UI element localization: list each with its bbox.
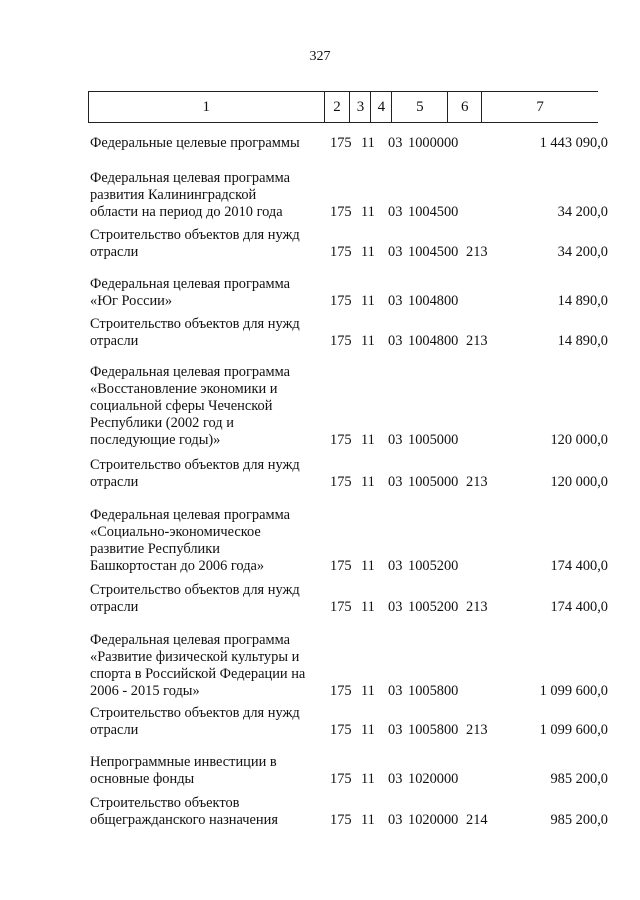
row-cell-c2: 175 bbox=[330, 771, 352, 787]
row-cell-c5: 1004500 bbox=[408, 244, 459, 260]
row-name-line: Федеральные целевые программы bbox=[90, 135, 300, 151]
row-name bbox=[90, 795, 322, 829]
row-cell-c5: 1005000 bbox=[408, 432, 459, 448]
row-cell-c3: 11 bbox=[361, 432, 375, 448]
row-cell-c2: 175 bbox=[330, 812, 352, 828]
row-cell-c2: 175 bbox=[330, 204, 352, 220]
row-cell-c2: 175 bbox=[330, 432, 352, 448]
row-cell-c6: 214 bbox=[466, 812, 488, 828]
row-cell-c3: 11 bbox=[361, 293, 375, 309]
row-cell-c2: 175 bbox=[330, 244, 352, 260]
row-name bbox=[90, 170, 322, 221]
row-cell-c7: 14 890,0 bbox=[557, 293, 608, 309]
row-name-line: «Развитие физической культуры и bbox=[90, 649, 300, 665]
header-col-4: 4 bbox=[371, 92, 392, 122]
row-name-line: развитие Республики bbox=[90, 541, 220, 557]
row-cell-c4: 03 bbox=[388, 771, 403, 787]
row-name-line: развития Калининградской bbox=[90, 187, 257, 203]
row-cell-c7: 985 200,0 bbox=[550, 812, 608, 828]
row-cell-c5: 1005200 bbox=[408, 599, 459, 615]
row-cell-c7: 1 099 600,0 bbox=[539, 722, 608, 738]
row-cell-c4: 03 bbox=[388, 333, 403, 349]
row-cell-c5: 1005800 bbox=[408, 722, 459, 738]
row-cell-c7: 34 200,0 bbox=[557, 244, 608, 260]
row-cell-c2: 175 bbox=[330, 135, 352, 151]
header-col-6: 6 bbox=[448, 92, 482, 122]
row-name-line: Федеральная целевая программа bbox=[90, 632, 290, 648]
row-name bbox=[90, 316, 322, 350]
row-cell-c3: 11 bbox=[361, 722, 375, 738]
row-cell-c2: 175 bbox=[330, 293, 352, 309]
row-cell-c2: 175 bbox=[330, 558, 352, 574]
row-cell-c5: 1005000 bbox=[408, 474, 459, 490]
row-name bbox=[90, 754, 322, 788]
row-name-line: Строительство объектов для нужд bbox=[90, 582, 300, 598]
row-name bbox=[90, 632, 322, 700]
row-cell-c4: 03 bbox=[388, 204, 403, 220]
row-name-line: Непрограммные инвестиции в bbox=[90, 754, 277, 770]
row-cell-c5: 1004800 bbox=[408, 333, 459, 349]
row-name-line: общегражданского назначения bbox=[90, 812, 278, 828]
row-name-line: Башкортостан до 2006 года» bbox=[90, 558, 265, 574]
row-cell-c6: 213 bbox=[466, 474, 488, 490]
header-col-1: 1 bbox=[89, 92, 325, 122]
row-name-line: Федеральная целевая программа bbox=[90, 276, 290, 292]
row-cell-c7: 120 000,0 bbox=[550, 432, 608, 448]
header-col-3: 3 bbox=[350, 92, 371, 122]
row-name-line: Федеральная целевая программа bbox=[90, 507, 290, 523]
row-cell-c7: 174 400,0 bbox=[550, 558, 608, 574]
row-name bbox=[90, 364, 322, 449]
row-cell-c3: 11 bbox=[361, 135, 375, 151]
row-name-line: отрасли bbox=[90, 474, 139, 490]
row-cell-c6: 213 bbox=[466, 722, 488, 738]
row-name-line: спорта в Российской Федерации на bbox=[90, 666, 306, 682]
row-name-line: социальной сферы Чеченской bbox=[90, 398, 273, 414]
row-cell-c3: 11 bbox=[361, 599, 375, 615]
row-cell-c3: 11 bbox=[361, 683, 375, 699]
row-name bbox=[90, 582, 322, 616]
row-name-line: области на период до 2010 года bbox=[90, 204, 283, 220]
row-cell-c2: 175 bbox=[330, 683, 352, 699]
row-cell-c4: 03 bbox=[388, 558, 403, 574]
row-name-line: «Юг России» bbox=[90, 293, 173, 309]
row-name bbox=[90, 227, 322, 261]
row-name-line: «Социально-экономическое bbox=[90, 524, 261, 540]
row-name-line: Строительство объектов для нужд bbox=[90, 705, 300, 721]
row-name-line: отрасли bbox=[90, 333, 139, 349]
header-col-2: 2 bbox=[325, 92, 351, 122]
row-cell-c7: 985 200,0 bbox=[550, 771, 608, 787]
row-cell-c3: 11 bbox=[361, 812, 375, 828]
row-name-line: Строительство объектов bbox=[90, 795, 240, 811]
row-name-line: последующие годы)» bbox=[90, 432, 221, 448]
row-cell-c4: 03 bbox=[388, 244, 403, 260]
row-name-line: Республики (2002 год и bbox=[90, 415, 234, 431]
row-name-line: Федеральная целевая программа bbox=[90, 364, 290, 380]
row-name-line: основные фонды bbox=[90, 771, 195, 787]
row-cell-c6: 213 bbox=[466, 244, 488, 260]
row-cell-c4: 03 bbox=[388, 683, 403, 699]
row-name bbox=[90, 276, 322, 310]
row-cell-c4: 03 bbox=[388, 135, 403, 151]
row-cell-c4: 03 bbox=[388, 722, 403, 738]
page-number: 327 bbox=[309, 49, 331, 64]
row-name bbox=[90, 135, 322, 152]
row-cell-c4: 03 bbox=[388, 474, 403, 490]
row-name-line: отрасли bbox=[90, 599, 139, 615]
row-name-line: отрасли bbox=[90, 244, 139, 260]
row-cell-c3: 11 bbox=[361, 558, 375, 574]
row-cell-c2: 175 bbox=[330, 474, 352, 490]
row-cell-c5: 1000000 bbox=[408, 135, 459, 151]
row-name-line: отрасли bbox=[90, 722, 139, 738]
row-cell-c3: 11 bbox=[361, 204, 375, 220]
row-cell-c4: 03 bbox=[388, 599, 403, 615]
row-cell-c4: 03 bbox=[388, 432, 403, 448]
row-cell-c2: 175 bbox=[330, 599, 352, 615]
row-cell-c3: 11 bbox=[361, 474, 375, 490]
header-col-7: 7 bbox=[536, 98, 544, 115]
row-cell-c5: 1020000 bbox=[408, 771, 459, 787]
row-name-line: Федеральная целевая программа bbox=[90, 170, 290, 186]
row-cell-c7: 1 443 090,0 bbox=[539, 135, 608, 151]
row-cell-c7: 14 890,0 bbox=[557, 333, 608, 349]
row-name-line: Строительство объектов для нужд bbox=[90, 227, 300, 243]
row-cell-c7: 34 200,0 bbox=[557, 204, 608, 220]
row-cell-c3: 11 bbox=[361, 244, 375, 260]
row-cell-c4: 03 bbox=[388, 812, 403, 828]
row-cell-c3: 11 bbox=[361, 333, 375, 349]
row-cell-c5: 1020000 bbox=[408, 812, 459, 828]
row-cell-c6: 213 bbox=[466, 599, 488, 615]
row-cell-c7: 120 000,0 bbox=[550, 474, 608, 490]
row-cell-c5: 1005800 bbox=[408, 683, 459, 699]
row-cell-c5: 1004800 bbox=[408, 293, 459, 309]
row-cell-c2: 175 bbox=[330, 333, 352, 349]
row-name bbox=[90, 507, 322, 575]
row-name-line: «Восстановление экономики и bbox=[90, 381, 278, 397]
row-name bbox=[90, 457, 322, 491]
row-name-line: Строительство объектов для нужд bbox=[90, 457, 300, 473]
row-cell-c7: 174 400,0 bbox=[550, 599, 608, 615]
row-cell-c5: 1005200 bbox=[408, 558, 459, 574]
row-cell-c5: 1004500 bbox=[408, 204, 459, 220]
header-col-5: 5 bbox=[392, 92, 448, 122]
row-name bbox=[90, 705, 322, 739]
row-cell-c6: 213 bbox=[466, 333, 488, 349]
row-cell-c4: 03 bbox=[388, 293, 403, 309]
row-name-line: 2006 - 2015 годы» bbox=[90, 683, 200, 699]
row-name-line: Строительство объектов для нужд bbox=[90, 316, 300, 332]
row-cell-c3: 11 bbox=[361, 771, 375, 787]
row-cell-c7: 1 099 600,0 bbox=[539, 683, 608, 699]
row-cell-c2: 175 bbox=[330, 722, 352, 738]
